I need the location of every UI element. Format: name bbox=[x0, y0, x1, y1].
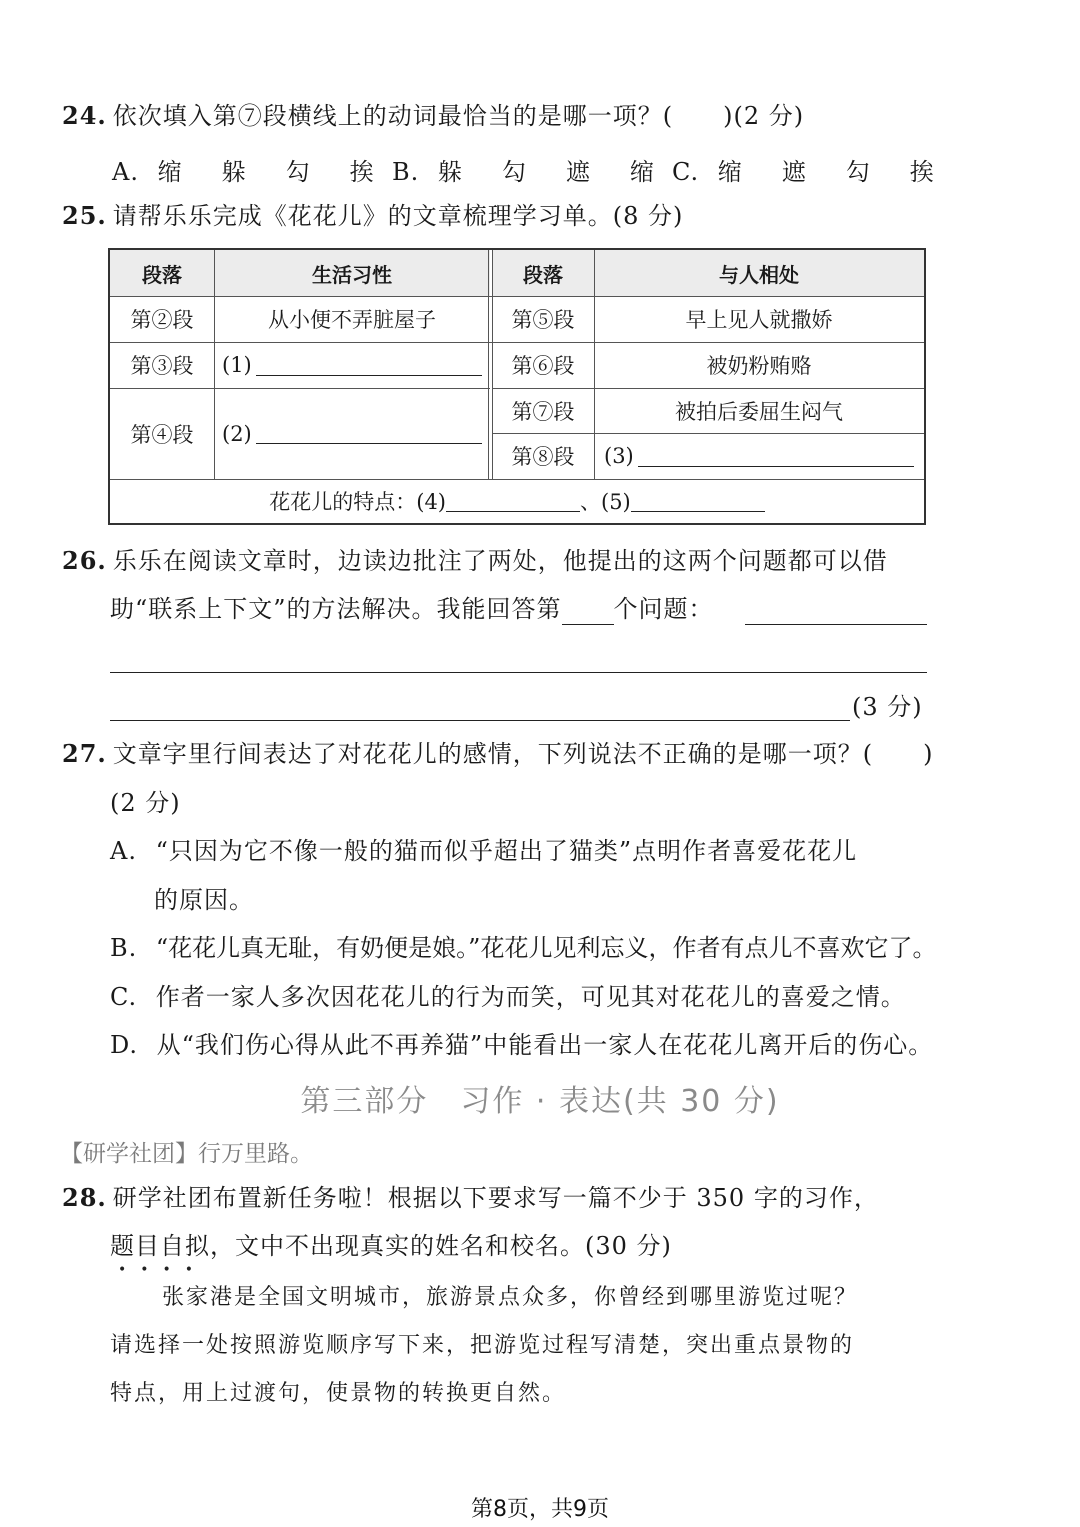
question-number: 27. bbox=[62, 739, 107, 768]
answer-line-4 bbox=[446, 491, 580, 512]
option-words: 缩 躲 勾 挨 bbox=[157, 158, 382, 186]
score-label: (2 分) bbox=[110, 789, 181, 817]
question-number: 25. bbox=[62, 201, 107, 230]
question-number: 28. bbox=[62, 1183, 107, 1212]
q27-option-d[interactable] bbox=[110, 1030, 933, 1061]
header-paragraph-right: 段落 bbox=[492, 250, 594, 296]
question-27 bbox=[62, 738, 934, 770]
table-cell-paragraph: 第②段 bbox=[130, 308, 194, 332]
answer-line bbox=[638, 446, 914, 467]
question-text: 研学社团布置新任务啦！根据以下要求写一篇不少于 350 字的习作， bbox=[112, 1184, 879, 1212]
table-cell-paragraph: 第⑤段 bbox=[511, 308, 575, 332]
header-with-people: 与人相处 bbox=[594, 250, 924, 296]
question-25 bbox=[62, 200, 683, 232]
blank-1[interactable] bbox=[214, 342, 490, 388]
table-cell-paragraph: 第⑦段 bbox=[511, 399, 575, 424]
club-heading: 【研学社团】行万里路。 bbox=[60, 1141, 313, 1167]
question-text: 助“联系上下文”的方法解决。我能回答第 bbox=[110, 595, 562, 623]
option-label: D. bbox=[110, 1031, 139, 1059]
question-number: 24. bbox=[62, 101, 107, 130]
table-cell-behavior: 早上见人就撒娇 bbox=[685, 308, 833, 332]
answer-line bbox=[256, 423, 482, 444]
option-label: C. bbox=[672, 158, 700, 186]
question-text: 依次填入第⑦段横线上的动词最恰当的是哪一项？( )(2 分) bbox=[112, 102, 805, 130]
table-cell-paragraph: 第⑧段 bbox=[511, 445, 575, 469]
features-label: 花花儿的特点：(4) bbox=[269, 490, 446, 514]
option-words: 躲 勾 遮 缩 bbox=[437, 158, 662, 186]
option-text: 从“我们伤心得从此不再养猫”中能看出一家人在花花儿离开后的伤心。 bbox=[156, 1031, 934, 1059]
blank-label: (1) bbox=[222, 353, 252, 377]
q27-option-c[interactable] bbox=[110, 982, 906, 1013]
blank-2[interactable] bbox=[214, 388, 490, 479]
question-28 bbox=[62, 1182, 879, 1214]
option-label: A. bbox=[110, 837, 137, 865]
header-paragraph-left: 段落 bbox=[110, 250, 214, 296]
question-text: 乐乐在阅读文章时，边读边批注了两处，他提出的这两个问题都可以借 bbox=[112, 547, 888, 575]
writing-prompt-line: 张家港是全国文明城市，旅游景点众多，你曾经到哪里游览过呢？ bbox=[162, 1285, 859, 1310]
study-sheet-table bbox=[108, 248, 926, 525]
emphasis-dots: •••• bbox=[118, 1262, 208, 1278]
q24-option-c[interactable] bbox=[672, 152, 942, 187]
q24-option-a[interactable] bbox=[112, 152, 382, 187]
answer-line[interactable] bbox=[110, 720, 850, 721]
header-habits: 生活习性 bbox=[214, 250, 490, 296]
table-cell-paragraph: 第④段 bbox=[130, 422, 194, 447]
table-cell-behavior: 被拍后委屈生闷气 bbox=[675, 399, 843, 424]
answer-line-5 bbox=[631, 491, 765, 512]
writing-prompt-line: 请选择一处按照游览顺序写下来，把游览过程写清楚，突出重点景物的 bbox=[110, 1333, 855, 1358]
option-label: A. bbox=[112, 158, 139, 186]
q24-option-b[interactable] bbox=[392, 152, 662, 187]
option-words: 缩 遮 勾 挨 bbox=[717, 158, 942, 186]
question-24 bbox=[62, 100, 804, 132]
option-label: B. bbox=[392, 158, 420, 186]
blank-3[interactable] bbox=[594, 433, 924, 479]
question-26-line2 bbox=[110, 594, 714, 625]
q27-option-a-cont: 的原因。 bbox=[154, 886, 254, 914]
question-28-line2: 题目自拟，文中不出现真实的姓名和校名。(30 分) bbox=[110, 1232, 672, 1260]
option-text: “花花儿真无耻，有奶便是娘。”花花儿见利忘义，作者有点儿不喜欢它了。 bbox=[155, 934, 937, 962]
question-number-blank[interactable] bbox=[562, 598, 614, 625]
option-label: C. bbox=[110, 983, 138, 1011]
blank-label: (2) bbox=[222, 421, 252, 446]
q27-option-b[interactable] bbox=[110, 933, 936, 964]
answer-line[interactable] bbox=[745, 624, 927, 625]
table-cell-habit: 从小便不弄脏屋子 bbox=[268, 308, 436, 332]
question-text: 请帮乐乐完成《花花儿》的文章梳理学习单。(8 分) bbox=[112, 202, 684, 230]
blank-label: (3) bbox=[604, 444, 634, 468]
table-cell-behavior: 被奶粉贿赂 bbox=[706, 354, 812, 378]
option-label: B. bbox=[110, 934, 138, 962]
page-number: 第8页，共9页 bbox=[471, 1497, 609, 1522]
option-text: “只因为它不像一般的猫而似乎超出了猫类”点明作者喜爱花花儿 bbox=[155, 837, 858, 865]
question-text: 个问题： bbox=[613, 595, 714, 623]
table-cell-paragraph: 第⑥段 bbox=[511, 354, 575, 378]
section-title: 第三部分 习作 · 表达(共 30 分) bbox=[300, 1084, 780, 1119]
answer-line[interactable] bbox=[110, 672, 927, 673]
option-text: 作者一家人多次因花花儿的行为而笑，可见其对花花儿的喜爱之情。 bbox=[155, 983, 906, 1011]
q27-option-a[interactable] bbox=[110, 836, 857, 867]
table-cell-paragraph: 第③段 bbox=[130, 354, 194, 378]
question-text: 文章字里行间表达了对花花儿的感情，下列说法不正确的是哪一项？( ) bbox=[112, 740, 934, 768]
writing-prompt-line: 特点，用上过渡句，使景物的转换更自然。 bbox=[110, 1381, 567, 1406]
answer-line bbox=[256, 355, 482, 376]
question-26 bbox=[62, 545, 888, 577]
features-sep: 、(5) bbox=[580, 490, 631, 514]
score-label: (3 分) bbox=[852, 693, 923, 721]
features-row[interactable] bbox=[110, 479, 924, 523]
question-number: 26. bbox=[62, 546, 107, 575]
